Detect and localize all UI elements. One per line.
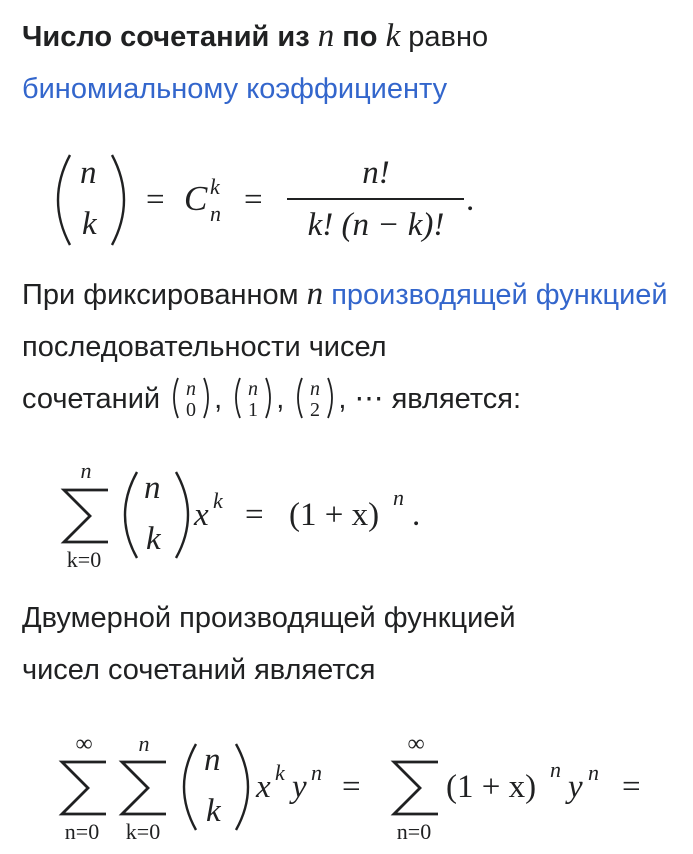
para2-var-n: n xyxy=(306,276,324,312)
sum3-lower-limit: n=0 xyxy=(396,819,432,844)
intro-suffix: равно xyxy=(408,21,489,53)
var-x-sup: k xyxy=(275,760,285,785)
rhs-binomial: (1 + x) xyxy=(289,497,380,533)
sum2-upper-limit: n xyxy=(138,731,150,756)
ellipsis: ⋯ xyxy=(354,383,384,415)
binom-sep-1: , xyxy=(214,383,223,415)
var-y-sup: n xyxy=(311,760,322,785)
equals-sign-2: = xyxy=(244,182,263,218)
sum-lower-limit: k=0 xyxy=(66,547,102,572)
sum2-lower-limit: k=0 xyxy=(125,819,161,844)
var-x-sup: k xyxy=(213,488,223,513)
binom-top: n xyxy=(80,155,97,191)
sigma-symbol-1 xyxy=(62,762,106,814)
intro-bold-prefix: Число сочетаний из xyxy=(22,21,310,53)
binom-sep-2: , xyxy=(276,383,285,415)
formula1-period: . xyxy=(466,182,475,218)
var-x: x xyxy=(194,497,209,533)
svg-text:n: n xyxy=(248,378,259,400)
binomial-coefficient-link[interactable]: биномиальному коэффициенту xyxy=(22,73,448,105)
sum1-lower-limit: n=0 xyxy=(64,819,100,844)
para3-line1: Двумерной производящей функцией xyxy=(22,602,516,634)
sigma-symbol-3 xyxy=(394,762,438,814)
combination-C: C xyxy=(184,179,208,218)
fraction-denominator: k! (n − k)! xyxy=(307,207,445,243)
generating-function-link[interactable]: производящей функцией xyxy=(331,279,668,311)
equals-sign-1: = xyxy=(342,769,361,805)
var-y2: y xyxy=(568,769,583,805)
formula2-period: . xyxy=(412,497,421,533)
binom-top: n xyxy=(144,470,161,506)
intro-var-n: n xyxy=(317,18,335,54)
sum3-upper-limit: ∞ xyxy=(407,731,425,757)
equals-sign: = xyxy=(245,497,264,533)
rhs-binomial: (1 + x) xyxy=(446,769,537,805)
combination-sub-n: n xyxy=(210,201,221,226)
intro-bold-mid: по xyxy=(342,21,378,53)
var-y: y xyxy=(292,769,307,805)
binom-bottom: k xyxy=(82,206,97,242)
para3-line2: чисел сочетаний является xyxy=(22,654,376,686)
binom-left-paren xyxy=(184,744,196,830)
var-y2-sup: n xyxy=(588,760,599,785)
intro-var-k: k xyxy=(385,18,401,54)
binom-top: n xyxy=(204,742,221,778)
svg-text:0: 0 xyxy=(186,399,197,421)
equals-sign-2: = xyxy=(622,769,641,805)
para2-text4: является: xyxy=(391,383,522,415)
fraction-numerator: n! xyxy=(362,155,390,191)
var-x: x xyxy=(256,769,271,805)
rhs-sup-n: n xyxy=(550,757,561,782)
rhs-sup-n: n xyxy=(393,485,404,510)
binom-right-paren xyxy=(236,744,248,830)
equals-sign-1: = xyxy=(146,182,165,218)
svg-text:n: n xyxy=(310,378,321,400)
para2-text3: сочетаний xyxy=(22,383,161,415)
binom-bottom: k xyxy=(206,793,221,829)
sum1-upper-limit: ∞ xyxy=(75,731,93,757)
combination-sup-k: k xyxy=(210,174,220,199)
binom-sep-3: , xyxy=(338,383,347,415)
sigma-symbol-2 xyxy=(122,762,166,814)
para2-text1: При фиксированном xyxy=(22,279,299,311)
para2-text2: последовательности чисел xyxy=(22,331,387,363)
svg-text:n: n xyxy=(186,378,197,400)
svg-text:2: 2 xyxy=(310,399,321,421)
svg-text:1: 1 xyxy=(248,399,259,421)
sum-upper-limit: n xyxy=(80,458,92,483)
binom-bottom: k xyxy=(146,521,161,557)
